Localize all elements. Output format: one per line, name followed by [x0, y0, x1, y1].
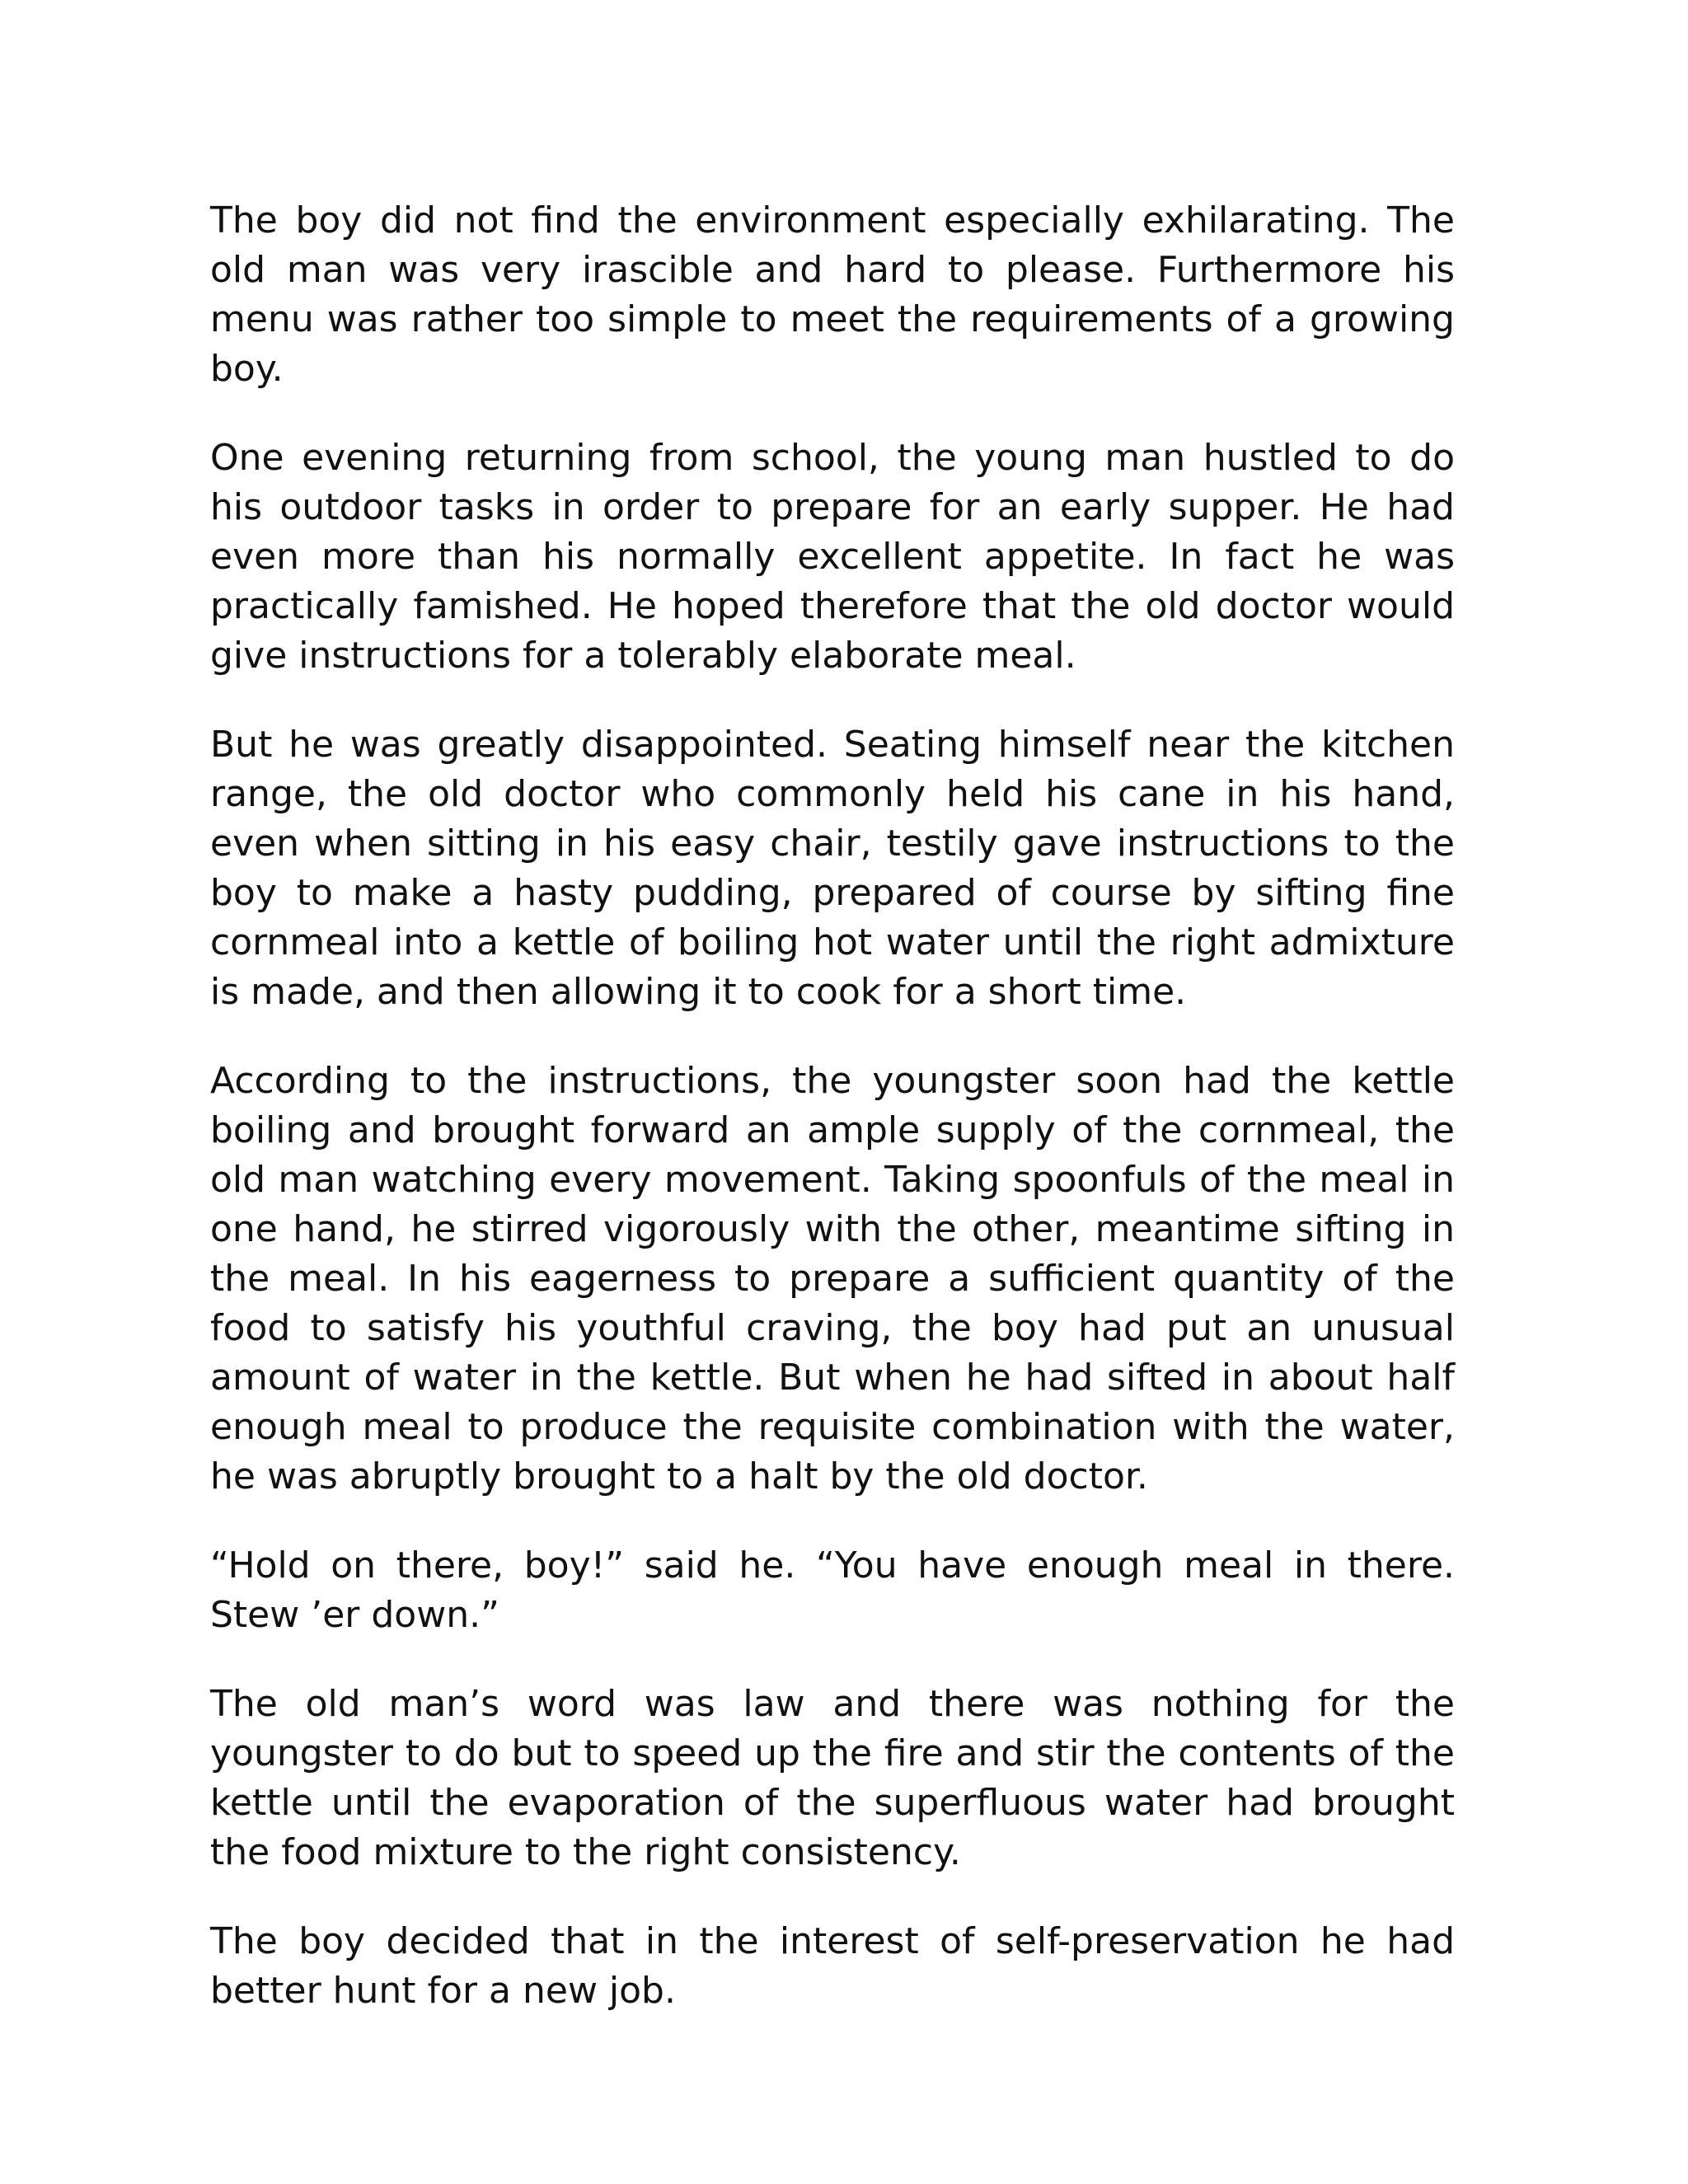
paragraph-2: One evening returning from school, the young man hustled to do his outdoor tasks in order to prepare for an early supper. He had even more than his normally excellent appetite. In fact he was practically famished. He hoped therefore that the old doctor would give instructions for a tolerably elaborate meal. [210, 437, 1455, 677]
paragraph-4: According to the instructions, the youngster soon had the kettle boiling and brought forward an ample supply of the cornmeal, the old man watching every movement. Taking spoonfuls of the meal in one hand, he stirred vigorously with the other, meantime sifting in the meal. In his eagerness to prepare a sufficient quantity of the food to satisfy his youthful craving, the boy had put an unusual amount of water in the kettle. But when he had sifted in about half enough meal to produce the requisite combination with the water, he was abruptly brought to a halt by the old doctor. [210, 1060, 1455, 1497]
paragraph-6: The old man’s word was law and there was nothing for the youngster to do but to speed up the fire and stir the contents of the kettle until the evaporation of the superfluous water had brought the food mixture to the right consistency. [210, 1683, 1455, 1873]
paragraph-3: But he was greatly disappointed. Seating himself near the kitchen range, the old doctor who commonly held his cane in his hand, even when sitting in his easy chair, testily gave instructions to the boy to make a hasty pudding, prepared of course by sifting fine cornmeal into a kettle of boiling hot water until the right admixture is made, and then allowing it to cook for a short time. [210, 724, 1455, 1013]
body-text [210, 196, 1455, 2016]
paragraph-5: “Hold on there, boy!” said he. “You have enough meal in there. Stew ’er down.” [210, 1544, 1455, 1636]
paragraph-1: The boy did not find the environment especially exhilarating. The old man was very irascible and hard to please. Furthermore his menu was rather too simple to meet the requirements of a growing boy. [210, 199, 1455, 390]
paragraph-7: The boy decided that in the interest of self-preservation he had better hunt for a new job. [210, 1920, 1455, 2012]
